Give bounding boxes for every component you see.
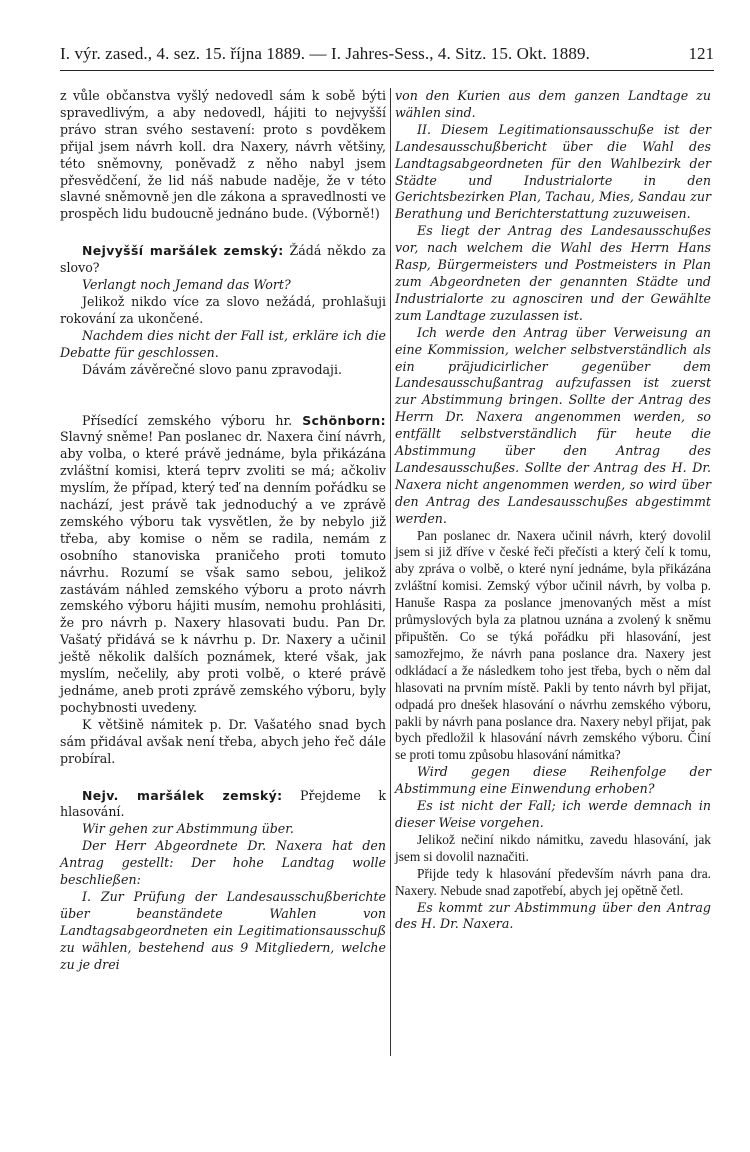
speech-text: Žádá někdo za slovo? <box>60 243 387 276</box>
paragraph: II. Diesem Legitimationsausschuße ist der Landesausschußbericht über die Wahl des Landtagsabgeordneten für den Wahlbezirk der Städte und Industrialorte in den Gerichtsbezirken Plan, Tachau, Mies, Sandau zur Berathung und Berichterstattung zuzuweisen. <box>395 121 711 222</box>
paragraph: Jelikož nečiní nikdo námitku, zavedu hlasování, jak jsem si dovolil naznačiti. <box>395 831 711 864</box>
speaker-name: Nejv. maršálek zemský: <box>82 787 283 803</box>
column-divider <box>390 88 391 1056</box>
speaker-name: Nejvyšší maršálek zemský: <box>82 243 284 259</box>
paragraph: K většině námitek p. Dr. Vašatého snad bych sám přidával avšak není třeba, abych jeho řeč dále probíral. <box>60 716 386 766</box>
paragraph: Es ist nicht der Fall; ich werde demnach in dieser Weise vorgehen. <box>395 798 711 830</box>
paragraph: Verlangt noch Jemand das Wort? <box>82 277 291 293</box>
paragraph: z vůle občanstva vyšlý nedovedl sám k sobě býti spravedlivým, a aby nedovedl, hájiti to nejvyšší právo stran svého sestavení: proto s povděkem přijal jsem návrh koll. dra Naxery, návrh většiny, této sněmovny, poněvadž z něho nabyl jsem přesvědčení, že lid náš nabude naděje, že v této slavné sněmovně jen dle zákona a spravedlnosti ve prospěch lidu budoucně jednáno bude. (Výborně!) <box>60 88 386 222</box>
header-rule <box>60 70 714 71</box>
paragraph: Dávám závěrečné slovo panu zpravodaji. <box>82 361 342 377</box>
page-header <box>60 44 714 68</box>
speech-text: Přejdeme k hlasování. <box>60 787 386 820</box>
paragraph <box>60 243 386 277</box>
speaker-prefix: Přísedící zemského výboru hr. <box>82 412 303 428</box>
paragraph: Pan poslanec dr. Naxera učinil návrh, který dovolil jsem si již dříve v české řeči přečísti a který čelí k tomu, aby zpráva o volbě, o které nyní jednáme, byla přikázána zvláštní komisi. Zemský výbor učinil návrh, by volba p. Hanuše Raspa za poslance jmenovaných měst a míst průmyslových byla za platnou uznána a zvolený k sněmu připuštěn. Co se týká pořádku při hlasování, jest samozřejmo, že návrh pana poslance dra. Naxery jest odkládací a že následkem toho jest třeba, bych o něm dal hlasovati na prvním místě. Pakli by tento návrh byl přijat, odpadá pro dnešek hlasování o návrhu zemského výboru, pakli by návrh pana poslance dra. Naxery nebyl přijat, pak bych předložil k hlasování návrh zemského výboru. Činí se proti tomu způsobu hlasování námitka? <box>395 527 711 763</box>
paragraph: Jelikož nikdo více za slovo nežádá, prohlašuji rokování za ukončené. <box>60 293 386 326</box>
paragraph: Ich werde den Antrag über Verweisung an eine Kommission, welcher selbstverständlich als ein präjudicirlicher gegenüber dem Landesausschußantrag aufzufassen ist zuerst zur Abstimmung bringen. Sollte der Antrag des Herrn Dr. Naxera angenommen werden, so entfällt selbstverständlich für heute die Abstimmung über den Antrag des Landesausschußes. Sollte der Antrag des H. Dr. Naxera nicht angenommen werden, so wird über den Antrag des Landesausschußes abgestimmt werden. <box>395 324 711 526</box>
paragraph: I. Zur Prüfung der Landesausschußberichte über beanständete Wahlen von Landtagsabgeordneten ein Legitimationsausschuß zu wählen, bestehend aus 9 Mitgliedern, welche zu je drei <box>60 888 386 972</box>
paragraph <box>60 788 386 822</box>
right-column <box>395 88 711 933</box>
paragraph: Wir gehen zur Abstimmung über. <box>82 821 294 837</box>
paragraph: Es liegt der Antrag des Landesausschußes vor, nach welchem die Wahl des Herrn Hans Rasp, Bürgermeisters und Postmeisters in Plan zum Abgeordneten der genannten Städte und Industrialorte zu agnosciren und der Gewählte zum Landtage zuzulassen ist. <box>395 223 711 323</box>
left-column <box>60 88 386 974</box>
page-number: 121 <box>688 44 714 63</box>
paragraph: Nachdem dies nicht der Fall ist, erkläre ich die Debatte für geschlossen. <box>60 327 386 360</box>
speech-text: Slavný sněme! Pan poslanec dr. Naxera činí návrh, aby volba, o které právě jednáme, byla přikázána zvláštní komisi, která teprv zvoliti se má; ačkoliv myslím, že případ, který teď na denním pořádku se nachází, jest právě tak jednoduchý a ve zprávě zemského výboru tak vysvětlen, že by nebylo již třeba, aby komise o něm se radila, nemám z osobního stanoviska praničeho proti tomuto návrhu. Rozumí se však samo sebou, jelikož zastávám náhled zemského výboru a proto návrh zemského výboru hájiti musím, nemohu prohlásiti, že pro návrh p. Naxery hlasovati budu. Pan Dr. Vašatý přidává se k návrhu p. Dr. Naxery a učinil ještě několik dalších poznámek, které však, jak myslím, nečelily, aby proti volbě, o které právě jednáme, aneb proti zprávě zemského výboru, byly pochybnosti uvedeny. <box>60 429 386 715</box>
paragraph: Es kommt zur Abstimmung über den Antrag des H. Dr. Naxera. <box>395 899 711 932</box>
paragraph: Der Herr Abgeordnete Dr. Naxera hat den Antrag gestellt: Der hohe Landtag wolle beschließen: <box>60 838 386 888</box>
speaker-name: Schönborn: <box>302 412 386 428</box>
paragraph: Wird gegen diese Reihenfolge der Abstimmung eine Einwendung erhoben? <box>395 764 711 797</box>
paragraph: Přijde tedy k hlasování především návrh pana dra. Naxery. Nebude snad zapotřebí, abych jej opětně četl. <box>395 865 711 898</box>
paragraph <box>60 413 386 717</box>
running-title: I. výr. zased., 4. sez. 15. října 1889. — I. Jahres-Sess., 4. Sitz. 15. Okt. 1889. <box>60 44 590 63</box>
paragraph: von den Kurien aus dem ganzen Landtage zu wählen sind. <box>395 88 711 120</box>
